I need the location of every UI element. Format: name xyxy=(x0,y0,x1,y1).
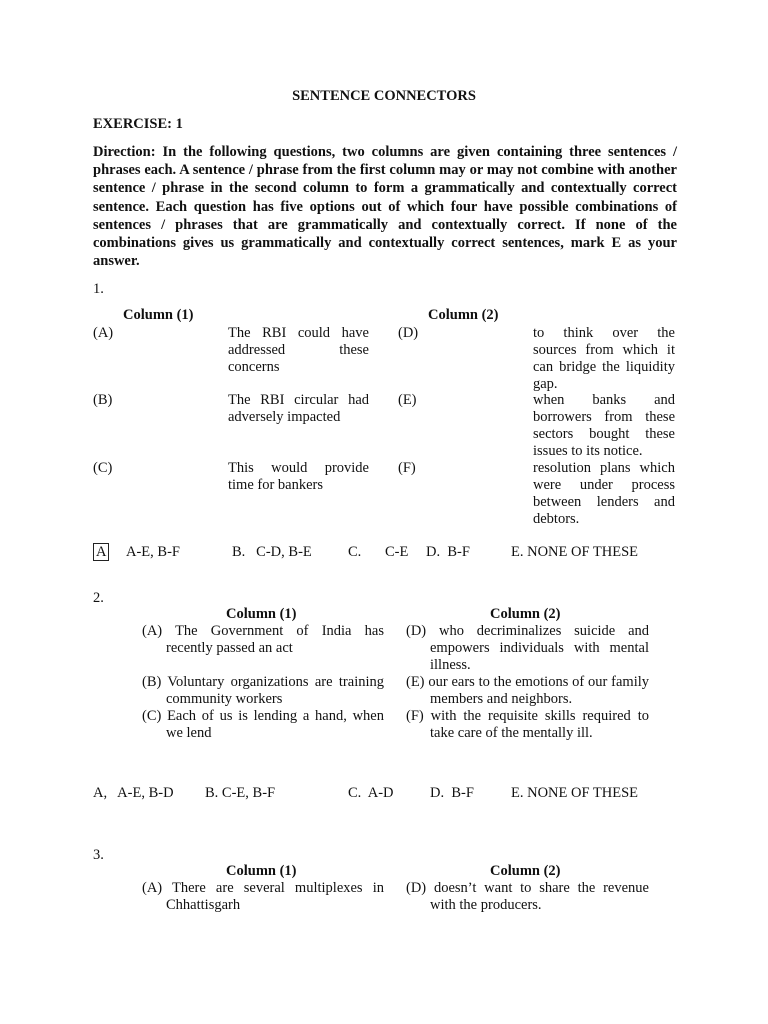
direction-paragraph xyxy=(93,143,677,270)
q2-right-text-f: with the requisite skills required to take care of the mentally ill. xyxy=(430,708,649,741)
q1-right-label-e: (E) xyxy=(398,392,417,408)
q3-right-text-d: doesn’t want to share the revenue with the producers. xyxy=(430,880,649,913)
q2-right-text-d: who decriminalizes suicide and empowers individuals with mental illness. xyxy=(430,623,650,673)
q2-left-item-a xyxy=(142,623,384,657)
q1-option-d[interactable]: D. B-F xyxy=(426,544,470,560)
q1-column-2-header: Column (2) xyxy=(428,307,499,323)
q1-left-label-b: (B) xyxy=(93,392,113,408)
exercise-heading: EXERCISE: 1 xyxy=(93,116,183,132)
q3-left-label-a: (A) xyxy=(142,880,163,896)
q2-left-text-b: Voluntary organizations are training community workers xyxy=(166,674,384,707)
q1-column-1-header: Column (1) xyxy=(123,307,194,323)
q1-option-a-box[interactable]: A xyxy=(93,543,109,561)
q2-left-text-a: The Government of India has recently passed an act xyxy=(166,623,384,656)
q2-right-label-f: (F) xyxy=(406,708,424,724)
page-title: SENTENCE CONNECTORS xyxy=(292,88,476,104)
q2-option-d[interactable]: D. B-F xyxy=(430,785,474,801)
q3-column-1-header: Column (1) xyxy=(226,863,297,879)
q1-left-text-c: This would provide time for bankers xyxy=(228,460,369,493)
q2-option-b[interactable]: B. C-E, B-F xyxy=(205,785,276,801)
q2-right-label-d: (D) xyxy=(406,623,427,639)
q2-option-e[interactable]: E. NONE OF THESE xyxy=(511,785,639,801)
q3-right-item-d xyxy=(406,880,649,914)
question-2-number: 2. xyxy=(93,590,104,606)
q2-right-item-d xyxy=(406,623,649,674)
q1-right-label-f: (F) xyxy=(398,460,416,476)
q1-option-e[interactable]: E. NONE OF THESE xyxy=(511,544,639,560)
q2-column-2-header: Column (2) xyxy=(490,606,561,622)
q1-right-text-d: to think over the sources from which it can bridge the liquidity gap. xyxy=(533,325,675,392)
q2-left-item-b xyxy=(142,674,384,708)
q1-right-label-d: (D) xyxy=(398,325,419,341)
q2-option-a[interactable]: A, A-E, B-D xyxy=(93,785,174,801)
q1-option-b[interactable]: B. C-D, B-E xyxy=(232,544,312,560)
q3-left-text-a: There are several multiplexes in Chhattisgarh xyxy=(166,880,384,913)
q1-left-label-c: (C) xyxy=(93,460,113,476)
q1-option-a[interactable]: A-E, B-F xyxy=(126,544,180,560)
question-3-number: 3. xyxy=(93,847,104,863)
q1-right-text-f: resolution plans which were under process between lenders and debtors. xyxy=(533,460,675,527)
q2-right-label-e: (E) xyxy=(406,674,425,690)
q2-right-text-e: our ears to the emotions of our family members and neighbors. xyxy=(428,674,650,707)
question-1-number: 1. xyxy=(93,281,104,297)
q1-left-text-a: The RBI could have addressed these concerns xyxy=(228,325,369,375)
q2-right-item-e xyxy=(406,674,649,708)
q1-left-text-b: The RBI circular had adversely impacted xyxy=(228,392,369,425)
q1-right-text-e: when banks and borrowers from these sectors bought these issues to its notice. xyxy=(533,392,675,459)
q1-option-c-label[interactable]: C. xyxy=(348,544,362,560)
q2-column-1-header: Column (1) xyxy=(226,606,297,622)
q2-left-label-b: (B) xyxy=(142,674,162,690)
q1-left-label-a: (A) xyxy=(93,325,114,341)
q2-left-item-c xyxy=(142,708,384,742)
q2-right-item-f xyxy=(406,708,649,742)
q1-option-c-value[interactable]: C-E xyxy=(385,544,409,560)
q2-left-label-a: (A) xyxy=(142,623,163,639)
q3-right-label-d: (D) xyxy=(406,880,427,896)
q2-left-text-c: Each of us is lending a hand, when we lend xyxy=(166,708,384,741)
q2-left-label-c: (C) xyxy=(142,708,162,724)
q2-option-c[interactable]: C. A-D xyxy=(348,785,394,801)
q1-options xyxy=(93,544,109,561)
q3-column-2-header: Column (2) xyxy=(490,863,561,879)
direction-text: Direction: In the following questions, two columns are given containing three sentences / phrases each. A sentence / phrase from the first column may or may not combine with another sentence / phrase in the second column to form a grammatically and contextually correct sentence. Each question has five options out of which four have possible combinations of sentences / phrases that are grammatically and contextually correct. If none of the combinations gives us grammatically and contextually correct sentences, mark E as your answer. xyxy=(93,144,677,270)
q3-left-item-a xyxy=(142,880,384,914)
